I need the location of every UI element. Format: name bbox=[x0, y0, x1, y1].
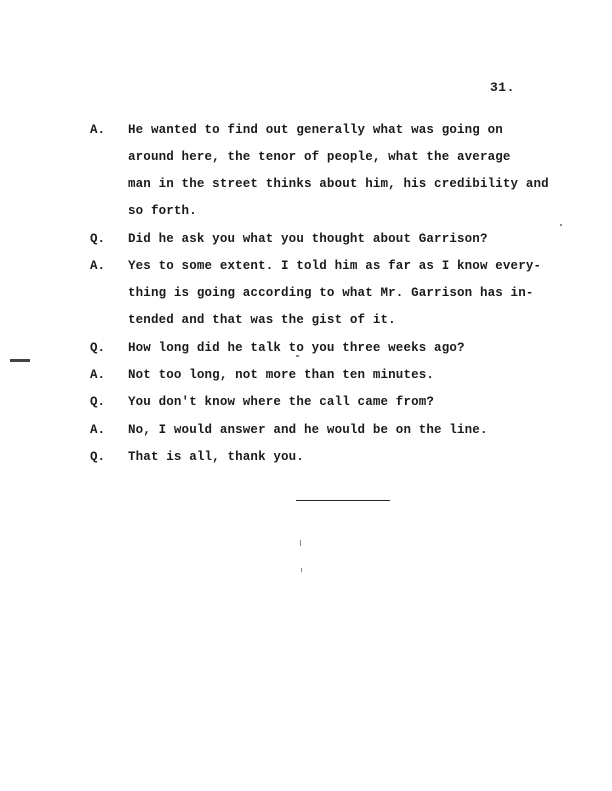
scan-artifact bbox=[10, 359, 30, 362]
testimony-line: Not too long, not more than ten minutes. bbox=[128, 368, 435, 382]
speaker-label: Q. bbox=[90, 450, 106, 464]
scan-artifact bbox=[301, 568, 302, 572]
scan-artifact bbox=[296, 355, 299, 357]
scan-artifact bbox=[300, 540, 301, 546]
testimony-line: No, I would answer and he would be on the line. bbox=[128, 423, 488, 437]
speaker-label: A. bbox=[90, 259, 106, 273]
testimony-line: thing is going according to what Mr. Garrison has in- bbox=[128, 286, 534, 300]
speaker-label: A. bbox=[90, 423, 106, 437]
testimony-line: That is all, thank you. bbox=[128, 450, 304, 464]
speaker-label: Q. bbox=[90, 341, 106, 355]
speaker-label: A. bbox=[90, 368, 106, 382]
testimony-line: man in the street thinks about him, his credibility and bbox=[128, 177, 549, 191]
closing-rule bbox=[296, 500, 390, 501]
testimony-line: Yes to some extent. I told him as far as I know every- bbox=[128, 259, 542, 273]
testimony-line: Did he ask you what you thought about Garrison? bbox=[128, 232, 488, 246]
speaker-label: Q. bbox=[90, 395, 106, 409]
speaker-label: Q. bbox=[90, 232, 106, 246]
testimony-line: tended and that was the gist of it. bbox=[128, 313, 396, 327]
testimony-line: He wanted to find out generally what was going on bbox=[128, 123, 503, 137]
page-number: 31. bbox=[490, 80, 515, 95]
testimony-line: You don't know where the call came from? bbox=[128, 395, 435, 409]
scan-artifact bbox=[560, 224, 562, 226]
testimony-line: How long did he talk to you three weeks ago? bbox=[128, 341, 465, 355]
speaker-label: A. bbox=[90, 123, 106, 137]
testimony-line: so forth. bbox=[128, 204, 197, 218]
testimony-line: around here, the tenor of people, what the average bbox=[128, 150, 511, 164]
